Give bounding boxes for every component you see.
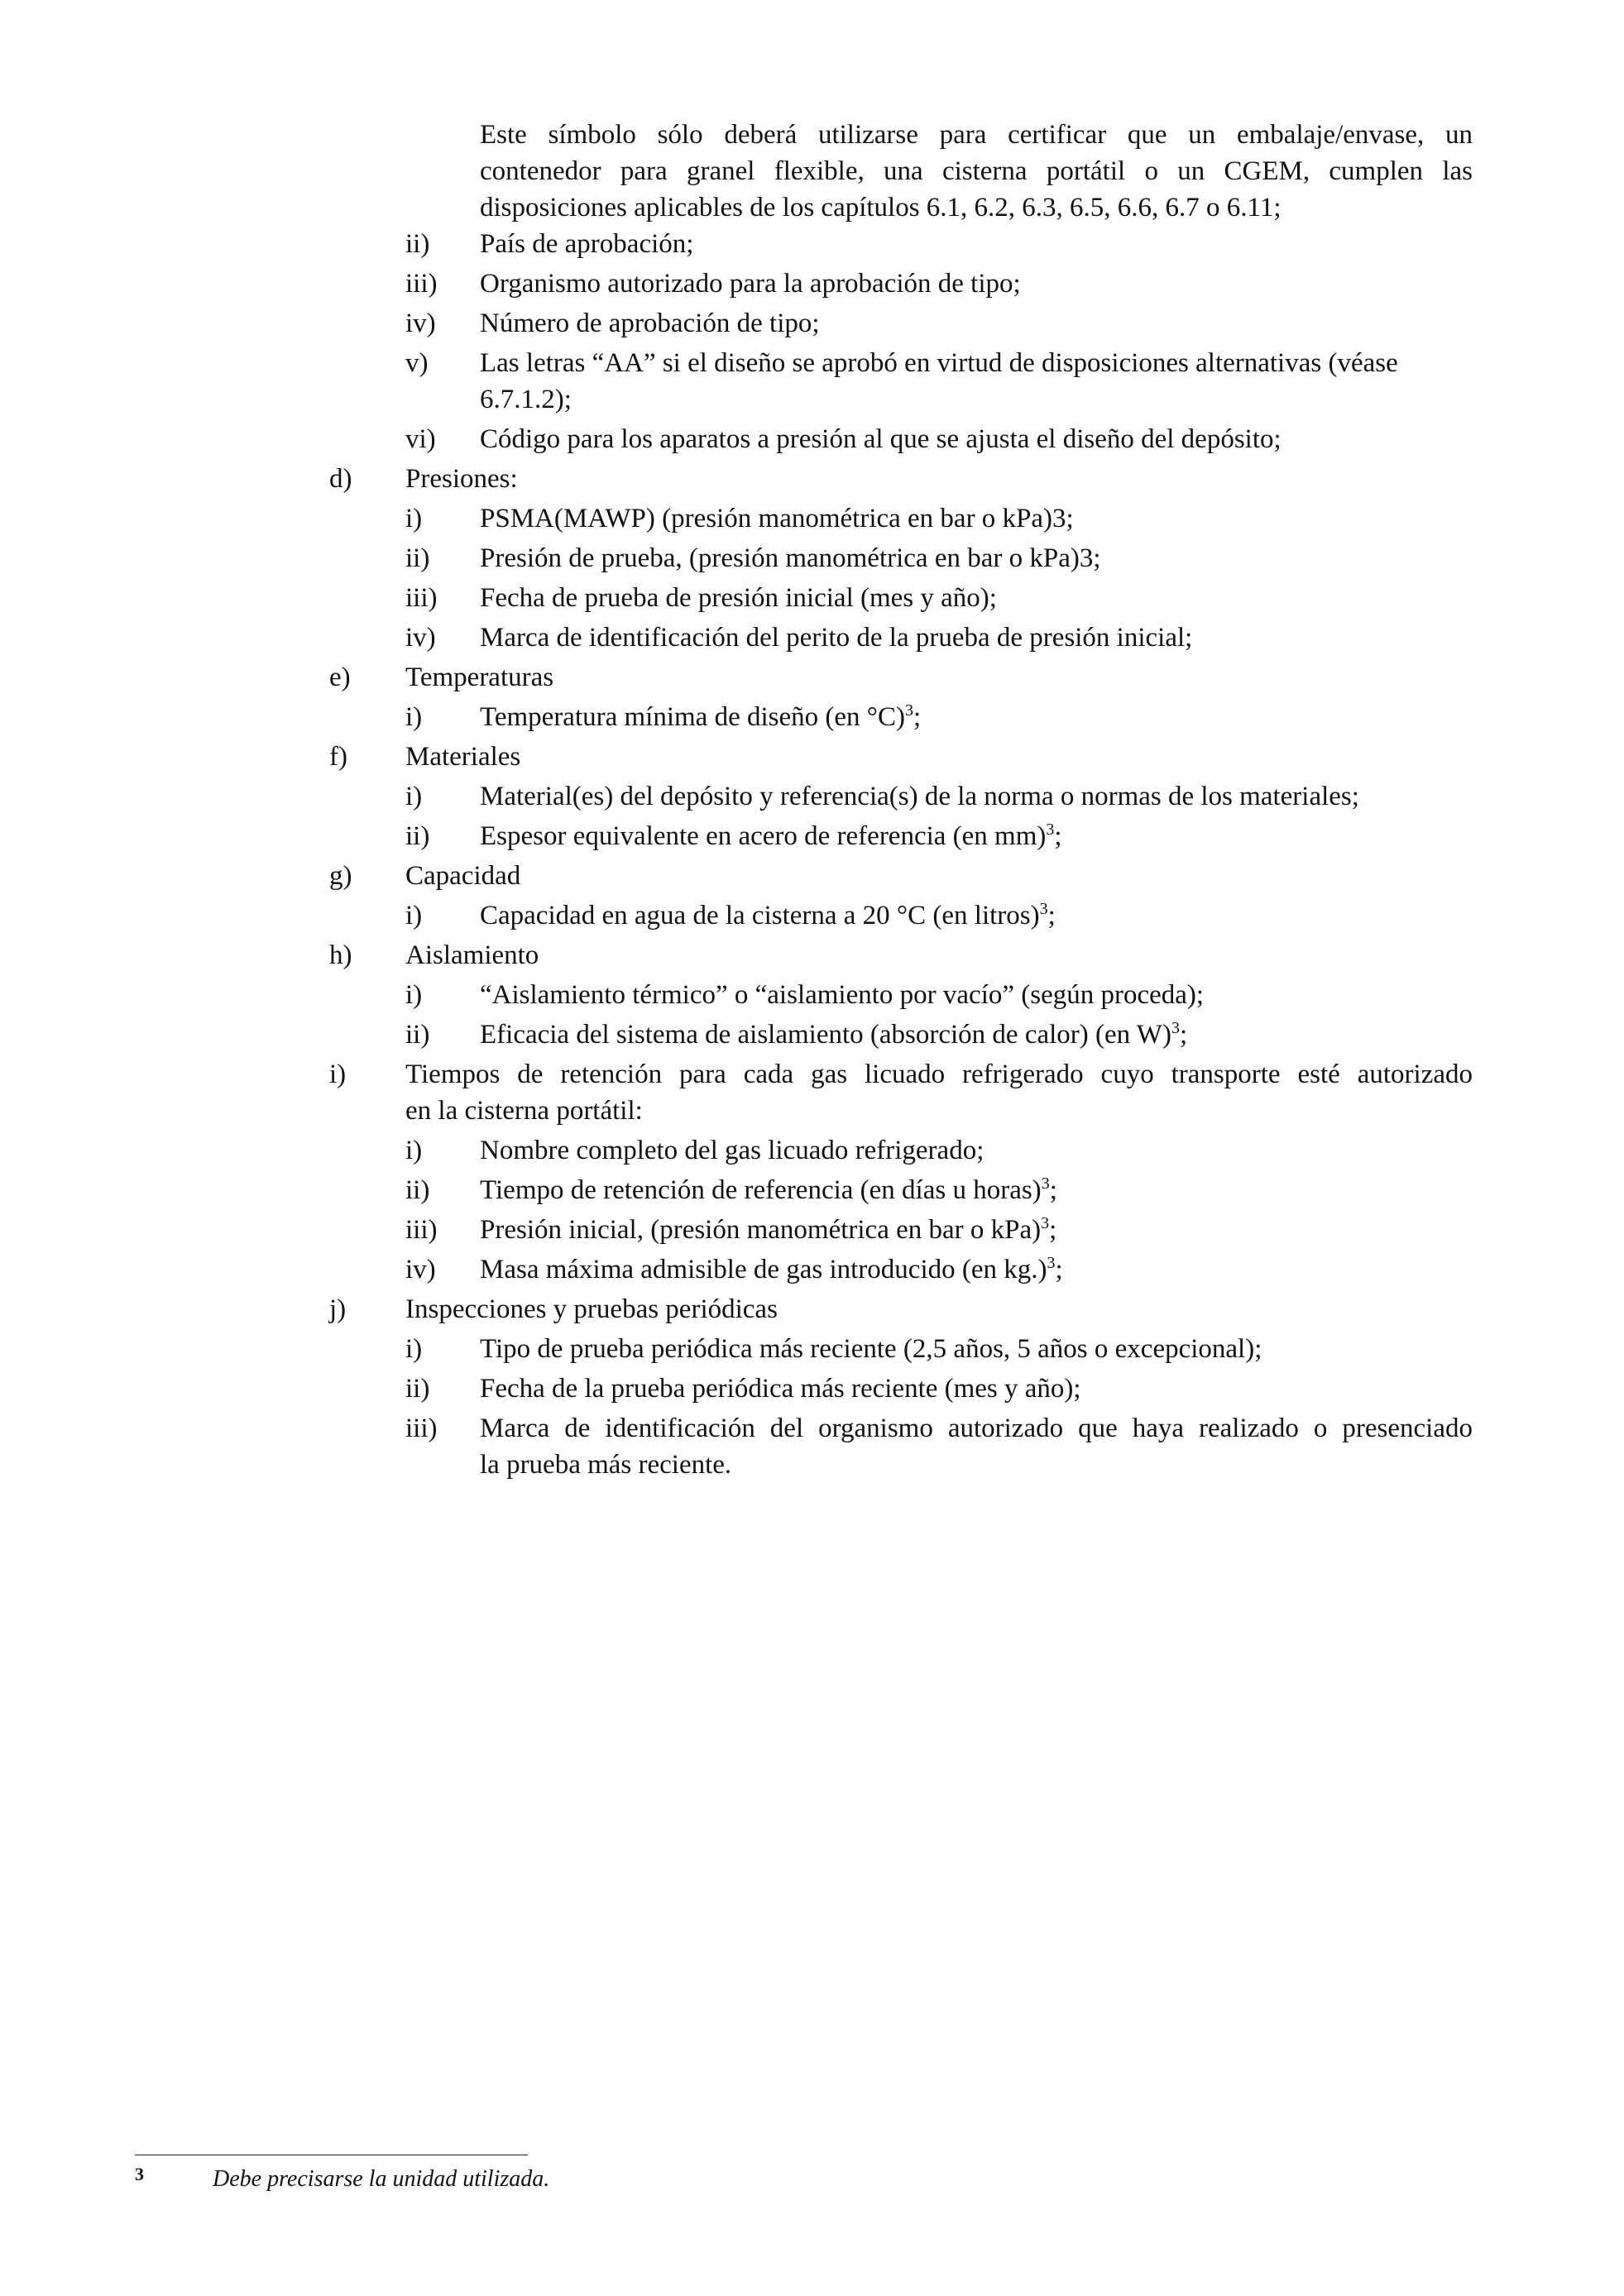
item-label: ii) <box>405 1020 430 1050</box>
item-text: Fecha de la prueba periódica más reciente (mes y año); <box>480 1374 1081 1404</box>
item-text <box>480 699 921 735</box>
item-text <box>480 1251 1063 1288</box>
item-text-main: Capacidad en agua de la cisterna a 20 °C (en litros) <box>480 901 1040 930</box>
footnote-number: 3 <box>135 2164 144 2184</box>
item-label: ii) <box>405 1374 430 1404</box>
item-label: ii) <box>405 1175 430 1205</box>
section-heading-d: Presiones: <box>405 464 518 494</box>
item-text-main: Presión inicial, (presión manométrica en bar o kPa) <box>480 1215 1042 1245</box>
intro-paragraph-line-2: contenedor para granel flexible, una cisterna portátil o un CGEM, cumplen las <box>480 156 1473 186</box>
item-text: PSMA(MAWP) (presión manométrica en bar o kPa)3; <box>480 504 1074 533</box>
section-label-d: d) <box>329 464 352 494</box>
item-label: iv) <box>405 309 436 338</box>
item-text: Tipo de prueba periódica más reciente (2,5 años, 5 años o excepcional); <box>480 1334 1262 1364</box>
section-heading-e: Temperaturas <box>405 662 554 692</box>
intro-paragraph-line-1: Este símbolo sólo deberá utilizarse para certificar que un embalaje/envase, un <box>480 120 1473 150</box>
item-label: v) <box>405 348 429 378</box>
item-text-end: ; <box>1055 1255 1063 1284</box>
item-text: Código para los aparatos a presión al que se ajusta el diseño del depósito; <box>480 424 1281 454</box>
item-label: vi) <box>405 424 436 454</box>
intro-paragraph-line-3: disposiciones aplicables de los capítulos 6.1, 6.2, 6.3, 6.5, 6.6, 6.7 o 6.11; <box>480 193 1281 222</box>
item-text <box>480 1172 1057 1208</box>
item-text-main: Temperatura mínima de diseño (en °C) <box>480 702 905 732</box>
item-text: Organismo autorizado para la aprobación de tipo; <box>480 269 1021 299</box>
item-text-end: ; <box>1054 821 1062 851</box>
item-label: i) <box>405 702 423 732</box>
item-label: iii) <box>405 1413 438 1443</box>
item-text-main: Masa máxima admisible de gas introducido (en kg.) <box>480 1255 1047 1284</box>
item-text <box>480 818 1062 854</box>
section-label-i: i) <box>329 1060 347 1089</box>
item-label: i) <box>405 1334 423 1364</box>
section-heading-h: Aislamiento <box>405 940 539 970</box>
footnote-ref: 3 <box>1039 900 1048 918</box>
item-label: ii) <box>405 821 430 851</box>
item-text-main: Espesor equivalente en acero de referencia (en mm) <box>480 821 1047 851</box>
section-label-j: j) <box>329 1294 347 1324</box>
section-heading-g: Capacidad <box>405 861 521 891</box>
item-label: i) <box>405 504 423 533</box>
footnote-ref: 3 <box>1171 1019 1180 1037</box>
footnote-ref: 3 <box>1041 1174 1050 1193</box>
item-text-line-2: 6.7.1.2); <box>480 385 572 414</box>
item-text-line-2: la prueba más reciente. <box>480 1450 732 1480</box>
item-text <box>480 897 1056 934</box>
item-label: i) <box>405 980 423 1010</box>
item-text-end: ; <box>1047 901 1056 930</box>
section-heading-i-line-2: en la cisterna portátil: <box>405 1096 643 1126</box>
item-label: ii) <box>405 229 430 259</box>
item-label: i) <box>405 1136 423 1165</box>
item-text: País de aprobación; <box>480 229 694 259</box>
section-label-e: e) <box>329 662 351 692</box>
section-heading-f: Materiales <box>405 742 521 772</box>
item-label: ii) <box>405 543 430 573</box>
item-label: i) <box>405 901 423 930</box>
footnote-text: Debe precisarse la unidad utilizada. <box>213 2166 550 2192</box>
item-label: iii) <box>405 269 438 299</box>
item-label: i) <box>405 782 423 811</box>
item-text: Marca de identificación del perito de la prueba de presión inicial; <box>480 623 1193 653</box>
item-text-line-1: Las letras “AA” si el diseño se aprobó en virtud de disposiciones alternativas (véase <box>480 348 1398 378</box>
footnote-ref: 3 <box>904 701 913 720</box>
item-label: iv) <box>405 623 436 653</box>
item-label: iv) <box>405 1255 436 1284</box>
item-label: iii) <box>405 1215 438 1245</box>
item-text: Material(es) del depósito y referencia(s) de la norma o normas de los materiales; <box>480 782 1359 811</box>
item-text: Presión de prueba, (presión manométrica en bar o kPa)3; <box>480 543 1101 573</box>
item-text: “Aislamiento térmico” o “aislamiento por vacío” (según proceda); <box>480 980 1205 1010</box>
item-text-end: ; <box>1179 1020 1188 1050</box>
footnote-ref: 3 <box>1047 1254 1056 1272</box>
footnote-ref: 3 <box>1041 1214 1050 1232</box>
item-text: Nombre completo del gas licuado refrigerado; <box>480 1136 984 1165</box>
item-text <box>480 1212 1056 1248</box>
item-text: Fecha de prueba de presión inicial (mes y año); <box>480 583 997 613</box>
item-text-line-1: Marca de identificación del organismo autorizado que haya realizado o presenciado <box>480 1413 1473 1443</box>
section-label-h: h) <box>329 940 352 970</box>
item-label: iii) <box>405 583 438 613</box>
item-text-end: ; <box>913 702 922 732</box>
item-text-end: ; <box>1049 1215 1057 1245</box>
item-text-main: Eficacia del sistema de aislamiento (absorción de calor) (en W) <box>480 1020 1171 1050</box>
item-text-main: Tiempo de retención de referencia (en días u horas) <box>480 1175 1042 1205</box>
section-heading-i-line-1: Tiempos de retención para cada gas licuado refrigerado cuyo transporte esté autorizado <box>405 1060 1473 1089</box>
section-heading-j: Inspecciones y pruebas periódicas <box>405 1294 778 1324</box>
section-label-g: g) <box>329 861 352 891</box>
section-label-f: f) <box>329 742 347 772</box>
item-text <box>480 1016 1187 1053</box>
footnote-ref: 3 <box>1046 820 1055 839</box>
item-text-end: ; <box>1049 1175 1057 1205</box>
item-text: Número de aprobación de tipo; <box>480 309 820 338</box>
